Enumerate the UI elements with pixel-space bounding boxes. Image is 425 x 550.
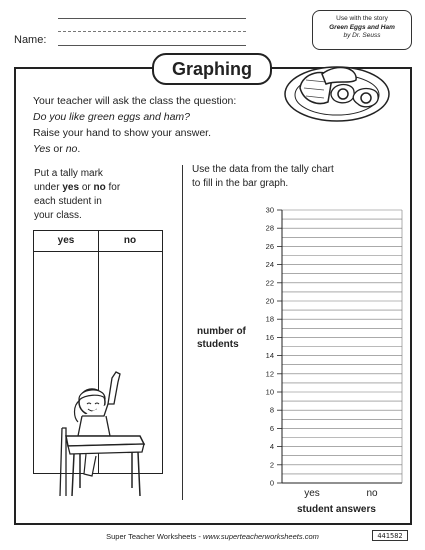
y-tick-label: 10	[265, 387, 274, 397]
x-category-label: yes	[304, 488, 320, 499]
tally-instr-no: no	[93, 182, 106, 193]
story-line-1: Use with the story	[336, 15, 388, 22]
y-tick-label: 24	[265, 260, 274, 270]
tally-header-yes: yes	[57, 235, 75, 246]
x-category-label: no	[366, 488, 378, 499]
tally-instr-pre: under	[34, 182, 63, 193]
tally-instr-or: or	[79, 182, 94, 193]
tally-instr-yes: yes	[62, 182, 80, 193]
tally-instr-line-4: your class.	[34, 210, 82, 221]
y-tick-label: 30	[265, 205, 274, 215]
y-tick-label: 0	[269, 478, 274, 488]
footer	[0, 532, 425, 541]
intro-yes: Yes	[33, 143, 51, 155]
page-title: Graphing	[152, 53, 272, 85]
tally-header-no: no	[123, 235, 137, 246]
y-tick-label: 14	[265, 351, 274, 361]
tally-instr-line-3: each student in	[34, 196, 102, 207]
y-tick-label: 22	[265, 278, 274, 288]
y-tick-label: 8	[269, 405, 274, 415]
y-tick-label: 28	[265, 223, 274, 233]
tally-instr-for: for	[105, 182, 121, 193]
footer-brand: Super Teacher Worksheets -	[106, 532, 203, 541]
intro-line-3: Raise your hand to show your answer.	[33, 127, 212, 139]
intro-period: .	[77, 143, 81, 155]
footer-url[interactable]: www.superteacherworksheets.com	[202, 532, 319, 541]
story-author: by Dr. Seuss	[343, 32, 381, 39]
name-label: Name:	[14, 34, 47, 46]
intro-line-1: Your teacher will ask the class the question:	[33, 95, 237, 107]
y-axis-label	[197, 325, 246, 351]
y-axis-label-line-1: number of	[197, 326, 246, 337]
y-tick-label: 16	[265, 332, 274, 342]
story-title: Green Eggs and Ham	[329, 23, 395, 31]
y-tick-label: 26	[265, 241, 274, 251]
y-tick-label: 20	[265, 296, 274, 306]
intro-no: no	[65, 143, 78, 155]
y-tick-label: 4	[269, 442, 274, 452]
worksheet-code: 441582	[372, 530, 408, 541]
y-tick-label: 12	[265, 369, 274, 379]
y-tick-label: 2	[269, 460, 274, 470]
y-axis-label-line-2: students	[197, 339, 239, 350]
y-tick-label: 18	[265, 314, 274, 324]
x-axis-label: student answers	[297, 504, 376, 515]
tally-instr-line-1: Put a tally mark	[34, 168, 103, 179]
intro-or: or	[50, 143, 66, 155]
intro-question: Do you like green eggs and ham?	[33, 111, 191, 123]
graph-instr-line-1: Use the data from the tally chart	[192, 164, 334, 175]
y-tick-label: 6	[269, 423, 274, 433]
graph-instr-line-2: to fill in the bar graph.	[192, 178, 289, 189]
